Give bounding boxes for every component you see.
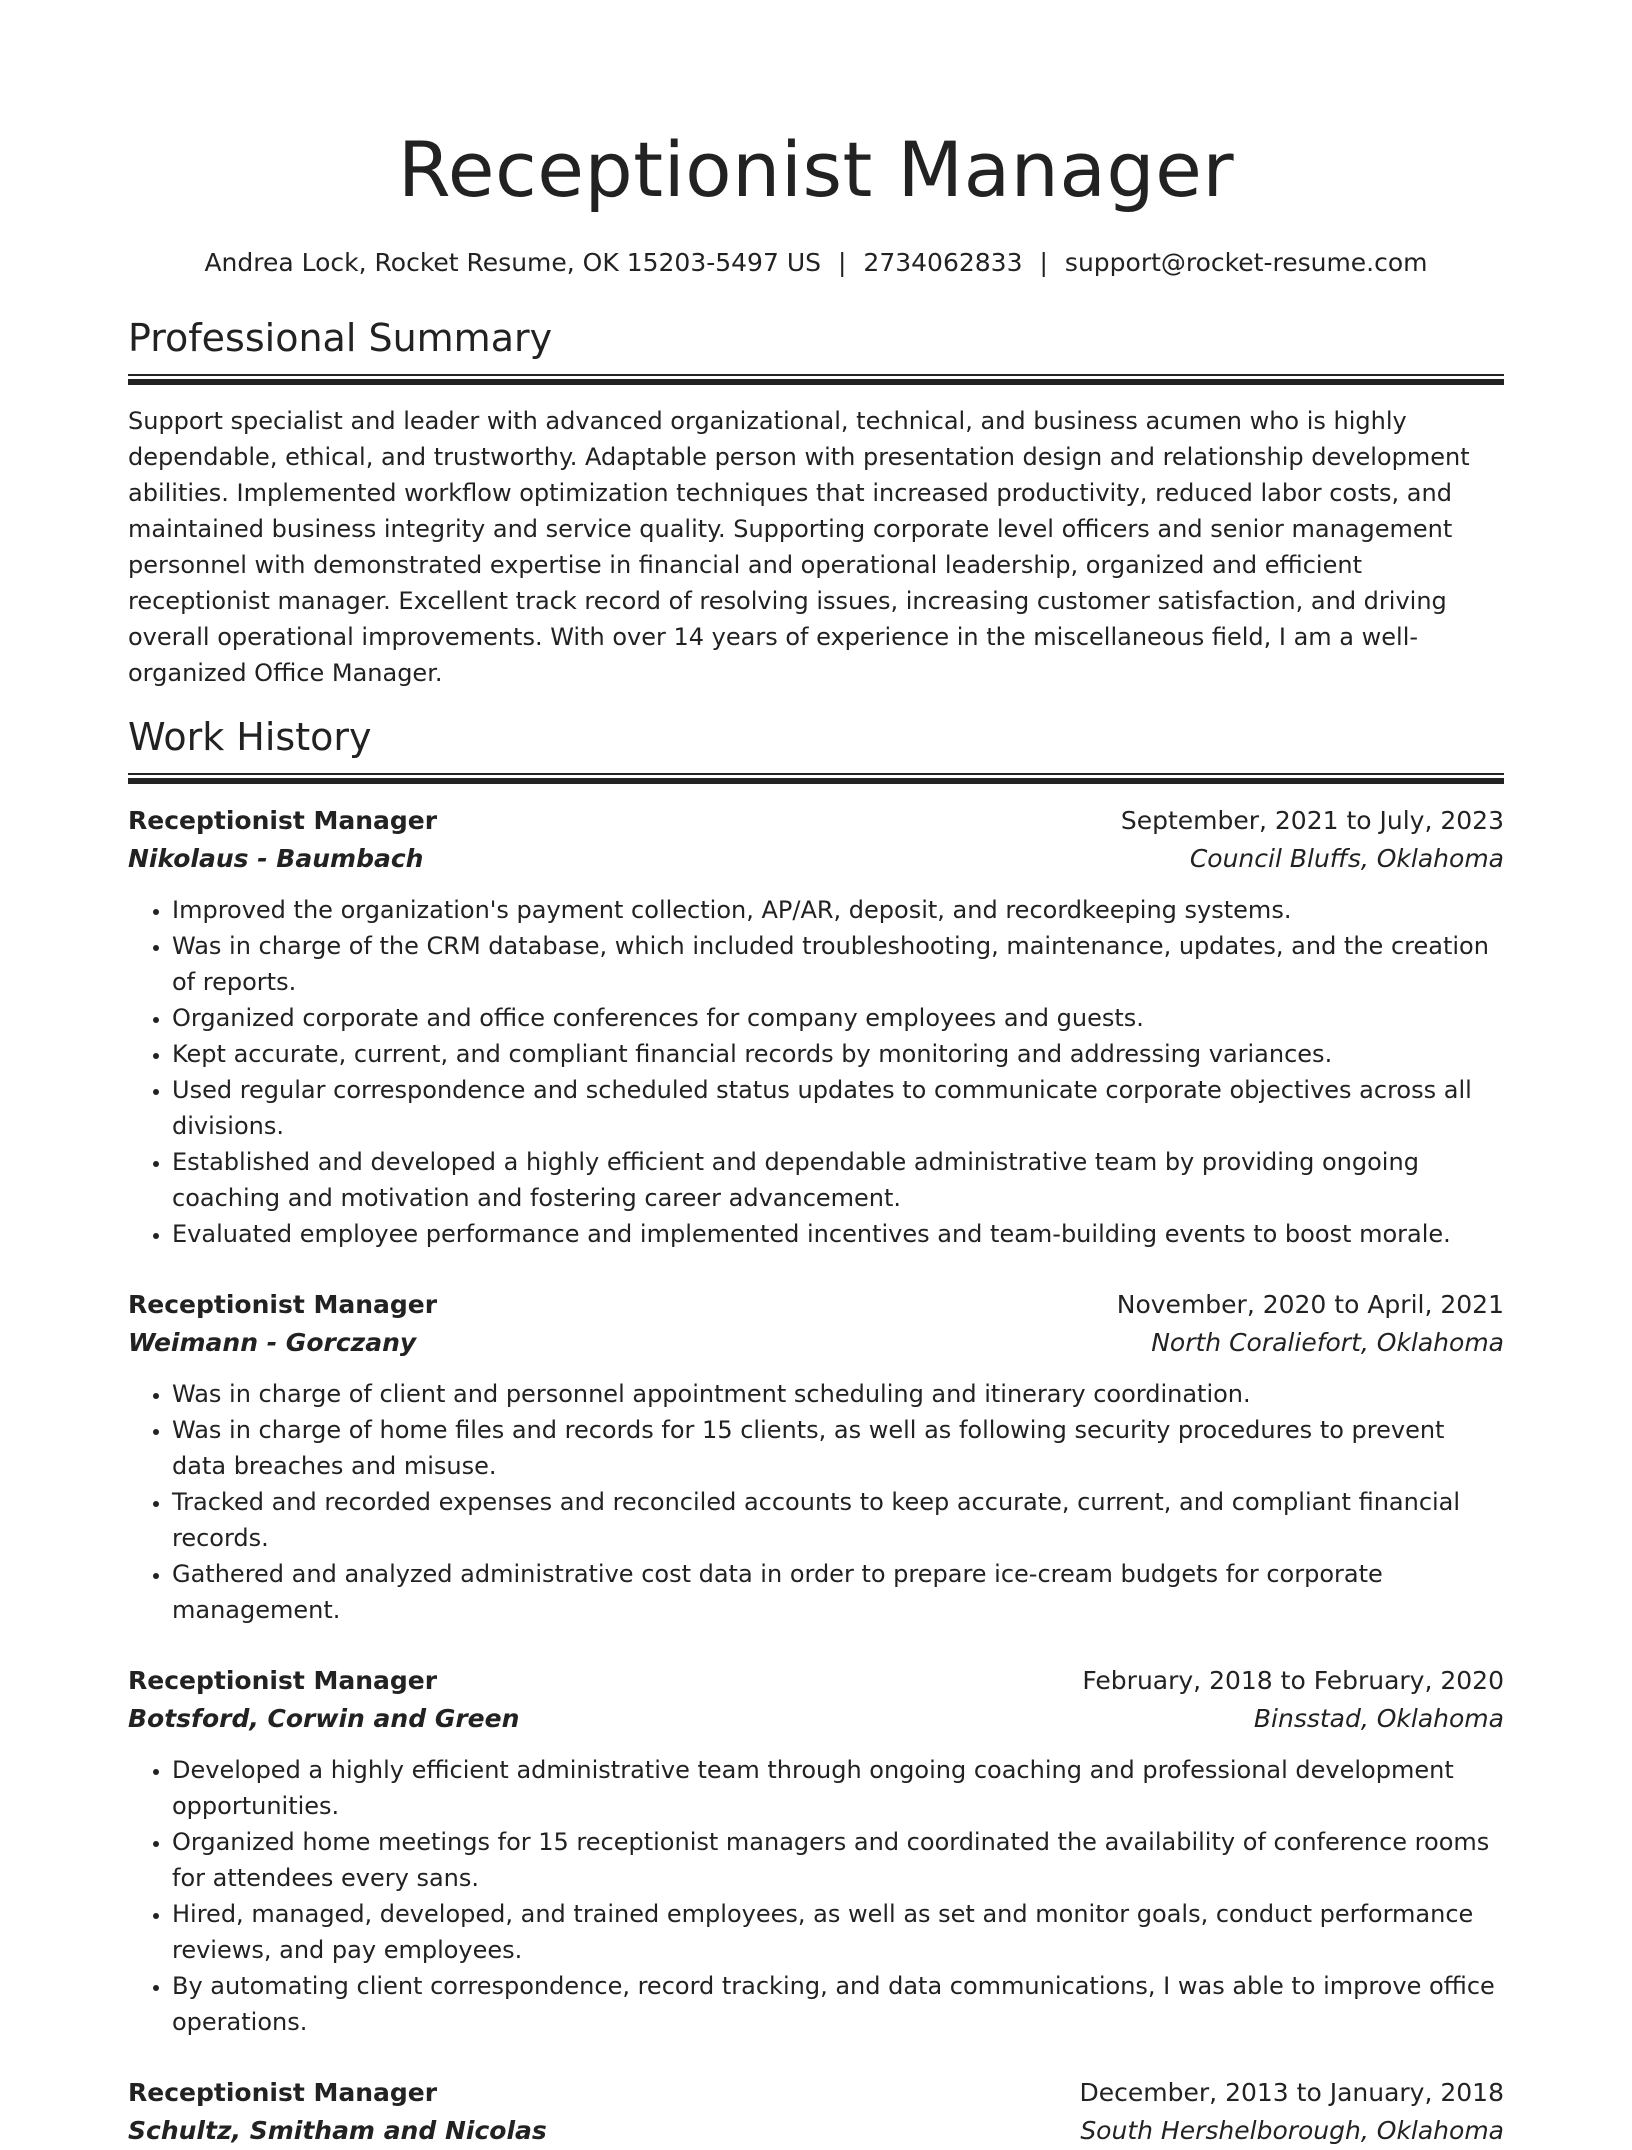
job-entry (128, 1662, 1504, 2040)
job-bullet: • Gathered and analyzed administrative cost data in order to prepare ice-cream budgets for corporate management. (172, 1556, 1504, 1628)
job-bullet: • Was in charge of client and personnel appointment scheduling and itinerary coordination. (172, 1376, 1504, 1412)
section-heading: Work History (128, 715, 372, 759)
work-history-section (128, 713, 1504, 2150)
section-divider (128, 374, 1504, 385)
job-bullet: • Improved the organization's payment collection, AP/AR, deposit, and recordkeeping systems. (172, 892, 1504, 928)
job-dates: November, 2020 to April, 2021 (1116, 1290, 1504, 1319)
summary-text: Support specialist and leader with advanced organizational, technical, and business acumen who is highly dependable, ethical, and trustworthy. Adaptable person with presentation design and relationship development abilities. Implemented workflow optimization techniques that increased productivity, reduced labor costs, and maintained business integrity and service quality. Supporting corporate level officers and senior management personnel with demonstrated expertise in financial and operational leadership, organized and efficient receptionist manager. Excellent track record of resolving issues, increasing customer satisfaction, and driving overall operational improvements. With over 14 years of experience in the miscellaneous field, I am a well-organized Office Manager. (128, 407, 1470, 687)
job-header-row (128, 1662, 1504, 1700)
job-company-row (128, 1324, 1504, 1362)
job-dates: September, 2021 to July, 2023 (1120, 806, 1504, 835)
contact-email: support@rocket-resume.com (1064, 248, 1428, 277)
resume-title: Receptionist Manager (397, 125, 1235, 214)
job-bullet: • Kept accurate, current, and compliant financial records by monitoring and addressing variances. (172, 1036, 1504, 1072)
job-title: Receptionist Manager (128, 1666, 438, 1695)
resume-page (128, 0, 1504, 2150)
job-company: Weimann - Gorczany (128, 1328, 417, 1357)
job-company-row (128, 840, 1504, 878)
job-location: Binsstad, Oklahoma (1253, 1704, 1504, 1733)
job-company-row (128, 2112, 1504, 2150)
job-location: North Coraliefort, Oklahoma (1151, 1328, 1504, 1357)
job-bullet: • Organized corporate and office conferences for company employees and guests. (172, 1000, 1504, 1036)
job-entry (128, 1286, 1504, 1628)
job-entry (128, 802, 1504, 1252)
job-company: Botsford, Corwin and Green (128, 1704, 520, 1733)
job-bullet: • Used regular correspondence and scheduled status updates to communicate corporate objectives across all divisions. (172, 1072, 1504, 1144)
job-company-row (128, 1700, 1504, 1738)
contact-separator: | (1039, 248, 1048, 277)
job-bullets (128, 892, 1504, 1252)
job-bullet: • Was in charge of the CRM database, which included troubleshooting, maintenance, updates, and the creation of reports. (172, 928, 1504, 1000)
contact-separator: | (837, 248, 847, 277)
job-dates: December, 2013 to January, 2018 (1079, 2078, 1504, 2107)
section-divider (128, 773, 1504, 784)
professional-summary-section (128, 314, 1504, 691)
job-bullet: • Established and developed a highly efficient and dependable administrative team by providing ongoing coaching and motivation and fostering career advancement. (172, 1144, 1504, 1216)
job-dates: February, 2018 to February, 2020 (1082, 1666, 1504, 1695)
section-heading: Professional Summary (128, 316, 553, 360)
job-list (128, 802, 1504, 2150)
job-header-row (128, 1286, 1504, 1324)
job-bullet: • Hired, managed, developed, and trained employees, as well as set and monitor goals, conduct performance reviews, and pay employees. (172, 1896, 1504, 1968)
job-bullet: • Evaluated employee performance and implemented incentives and team-building events to boost morale. (172, 1216, 1504, 1252)
job-location: South Hershelborough, Oklahoma (1080, 2116, 1504, 2145)
job-bullet: • Organized home meetings for 15 receptionist managers and coordinated the availability of conference rooms for attendees every sans. (172, 1824, 1504, 1896)
job-company: Schultz, Smitham and Nicolas (128, 2116, 547, 2145)
job-title: Receptionist Manager (128, 806, 438, 835)
job-header-row (128, 2074, 1504, 2112)
job-bullets (128, 1752, 1504, 2040)
contact-address: Andrea Lock, Rocket Resume, OK 15203-5497 US (204, 248, 821, 277)
job-title: Receptionist Manager (128, 1290, 438, 1319)
job-bullet: • Tracked and recorded expenses and reconciled accounts to keep accurate, current, and compliant financial records. (172, 1484, 1504, 1556)
job-bullet: • Developed a highly efficient administrative team through ongoing coaching and professional development opportunities. (172, 1752, 1504, 1824)
job-bullet: • By automating client correspondence, record tracking, and data communications, I was able to improve office operations. (172, 1968, 1504, 2040)
job-entry (128, 2074, 1504, 2150)
job-location: Council Bluffs, Oklahoma (1189, 844, 1504, 873)
job-title: Receptionist Manager (128, 2078, 438, 2107)
contact-line (128, 246, 1504, 280)
job-bullets (128, 1376, 1504, 1628)
job-bullet: • Was in charge of home files and records for 15 clients, as well as following security procedures to prevent data breaches and misuse. (172, 1412, 1504, 1484)
contact-phone: 2734062833 (863, 248, 1023, 277)
job-header-row (128, 802, 1504, 840)
job-company: Nikolaus - Baumbach (128, 844, 424, 873)
